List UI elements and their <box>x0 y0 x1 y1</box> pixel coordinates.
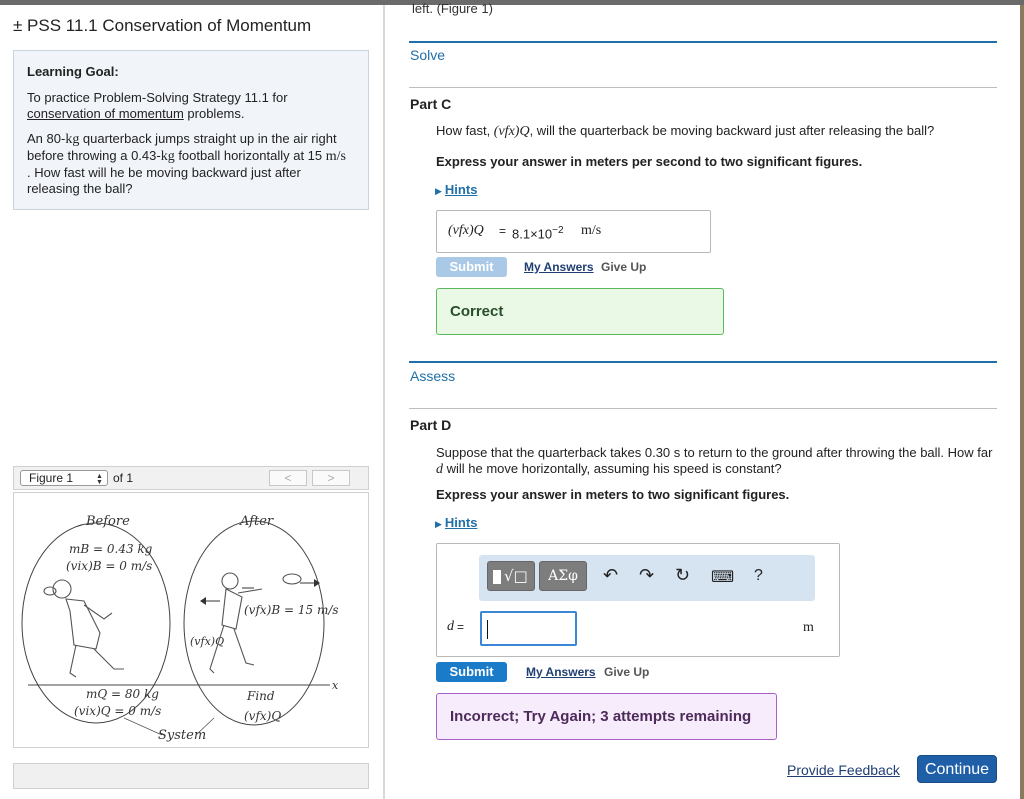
problem-statement <box>27 131 355 197</box>
system-pointer <box>124 718 162 735</box>
unit-kg: kg <box>160 149 175 164</box>
question-line-1: Suppose that the quarterback takes 0.30 s to return to the ground after throwing the ball. How far <box>436 445 993 460</box>
part-c-hints[interactable] <box>435 181 477 199</box>
mq-label: mQ = 80 kg <box>86 687 159 701</box>
answer-unit: m/s <box>581 223 602 238</box>
part-d-submit-button[interactable]: Submit <box>436 662 507 682</box>
question-line-2: will he move horizontally, assuming his speed is constant? <box>443 461 782 476</box>
learning-goal-box <box>13 50 369 210</box>
part-d-answer-box <box>436 543 840 657</box>
unit-kg: kg <box>65 132 80 147</box>
question-prefix: How fast, <box>436 123 494 138</box>
expand-triangle-icon: ▶ <box>435 186 442 196</box>
page-title: ± PSS 11.1 Conservation of Momentum <box>13 16 312 35</box>
templates-button[interactable] <box>487 561 535 591</box>
problem-text-a: An 80- <box>27 131 66 146</box>
part-d-my-answers-link[interactable]: My Answers <box>526 665 596 679</box>
unit-ms: m/s <box>325 149 346 164</box>
question-variable: d <box>436 462 443 477</box>
figure-next-button[interactable]: > <box>312 470 350 486</box>
before-label: Before <box>86 514 130 529</box>
assess-label: Assess <box>410 368 456 384</box>
equals-sign: = <box>457 620 465 634</box>
answer-unit: m <box>803 620 814 635</box>
problem-text-d: . How fast will he be moving backward just after releasing the ball? <box>27 165 301 196</box>
figure-count: of 1 <box>113 471 134 485</box>
part-c-instruction: Express your answer in meters per second to two significant figures. <box>436 154 863 169</box>
after-label: After <box>240 514 274 529</box>
window-edge <box>1020 5 1024 799</box>
hints-link[interactable]: Hints <box>444 182 478 197</box>
find-value: (vfx)Q <box>244 709 282 723</box>
undo-icon[interactable]: ↶ <box>603 565 619 585</box>
part-d-divider <box>409 408 997 409</box>
hints-link[interactable]: Hints <box>444 515 478 530</box>
expand-triangle-icon: ▶ <box>435 519 442 529</box>
part-d-give-up-link[interactable]: Give Up <box>604 665 650 679</box>
figure-panel <box>13 492 369 748</box>
greek-symbols-button[interactable]: ΑΣφ <box>539 561 587 591</box>
answer-variable: (vfx)Q <box>448 223 484 238</box>
part-c-give-up-link[interactable]: Give Up <box>601 260 647 274</box>
continue-button[interactable]: Continue <box>917 755 997 783</box>
part-d-instruction: Express your answer in meters to two significant figures. <box>436 487 790 502</box>
part-c-question <box>436 123 934 140</box>
mb-label: mB = 0.43 kg <box>69 542 153 556</box>
quarterback-after <box>210 573 301 673</box>
reset-icon[interactable]: ↻ <box>675 565 691 585</box>
help-icon[interactable]: ? <box>754 567 763 584</box>
intro-text: To practice Problem-Solving Strategy 11.1 for <box>27 90 288 105</box>
assess-divider <box>409 361 997 363</box>
question-suffix: , will the quarterback be moving backward just after releasing the ball? <box>529 123 935 138</box>
vib-label: (vix)B = 0 m/s <box>66 559 153 573</box>
learning-goal-intro <box>27 90 355 122</box>
template-box-icon <box>493 570 501 584</box>
learning-goal-heading: Learning Goal: <box>27 64 119 79</box>
redo-icon[interactable]: ↷ <box>639 565 655 585</box>
problem-text-b: quarterback jumps straight up in the air right before throwing a 0.43- <box>27 131 337 163</box>
figure-select[interactable] <box>20 470 108 486</box>
part-d-question <box>436 445 1001 478</box>
part-d-feedback <box>436 693 777 740</box>
part-c-divider <box>409 87 997 88</box>
provide-feedback-link[interactable]: Provide Feedback <box>787 762 900 778</box>
figure-reference[interactable]: left. (Figure 1) <box>412 1 493 16</box>
answer-mantissa: 8.1×10 <box>512 226 553 242</box>
vfb-label: (vfx)B = 15 m/s <box>244 603 339 617</box>
x-axis-label: x <box>332 679 339 692</box>
solve-divider <box>409 41 997 43</box>
intro-suffix: problems. <box>183 106 245 121</box>
figure-navigation-bar <box>13 466 369 490</box>
part-c-answer-box <box>436 210 711 253</box>
figure-reference-text <box>412 1 493 17</box>
find-label: Find <box>247 689 275 703</box>
conservation-link[interactable]: conservation of momentum <box>27 106 184 121</box>
incorrect-message: Incorrect; Try Again; 3 attempts remaining <box>450 708 752 725</box>
part-c-feedback <box>436 288 724 335</box>
arrowhead-icon <box>200 597 206 605</box>
vfq-label: (vfx)Q <box>190 635 225 648</box>
correct-message: Correct <box>450 303 504 320</box>
text-caret <box>487 620 488 639</box>
answer-variable: d <box>447 619 454 634</box>
question-variable: (vfx)Q <box>493 124 530 139</box>
equals-sign: = <box>499 224 507 238</box>
part-d-title: Part D <box>410 417 452 433</box>
problem-text-c: football horizontally at 15 <box>174 148 326 163</box>
quarterback-before <box>44 580 124 677</box>
math-toolbar <box>479 555 815 601</box>
part-c-my-answers-link[interactable]: My Answers <box>524 260 594 274</box>
main-content <box>385 1 1020 799</box>
part-c-submit-button[interactable]: Submit <box>436 257 507 277</box>
solve-label: Solve <box>410 47 446 63</box>
answer-exponent: −2 <box>552 225 564 236</box>
momentum-diagram <box>14 493 368 747</box>
viq-label: (vix)Q = 0 m/s <box>74 704 162 718</box>
figure-prev-button[interactable]: < <box>269 470 307 486</box>
keyboard-icon[interactable]: ⌨ <box>711 569 735 586</box>
sqrt-icon: √□ <box>504 567 528 585</box>
part-d-hints[interactable] <box>435 514 477 532</box>
left-bottom-bar <box>13 763 369 789</box>
d-answer-input[interactable] <box>480 611 577 646</box>
system-label: System <box>158 728 207 743</box>
answer-value <box>512 225 564 241</box>
part-c-title: Part C <box>410 96 452 112</box>
select-arrows-icon: ▲ ▼ <box>96 473 103 486</box>
figure-select-value: Figure 1 <box>29 471 74 485</box>
